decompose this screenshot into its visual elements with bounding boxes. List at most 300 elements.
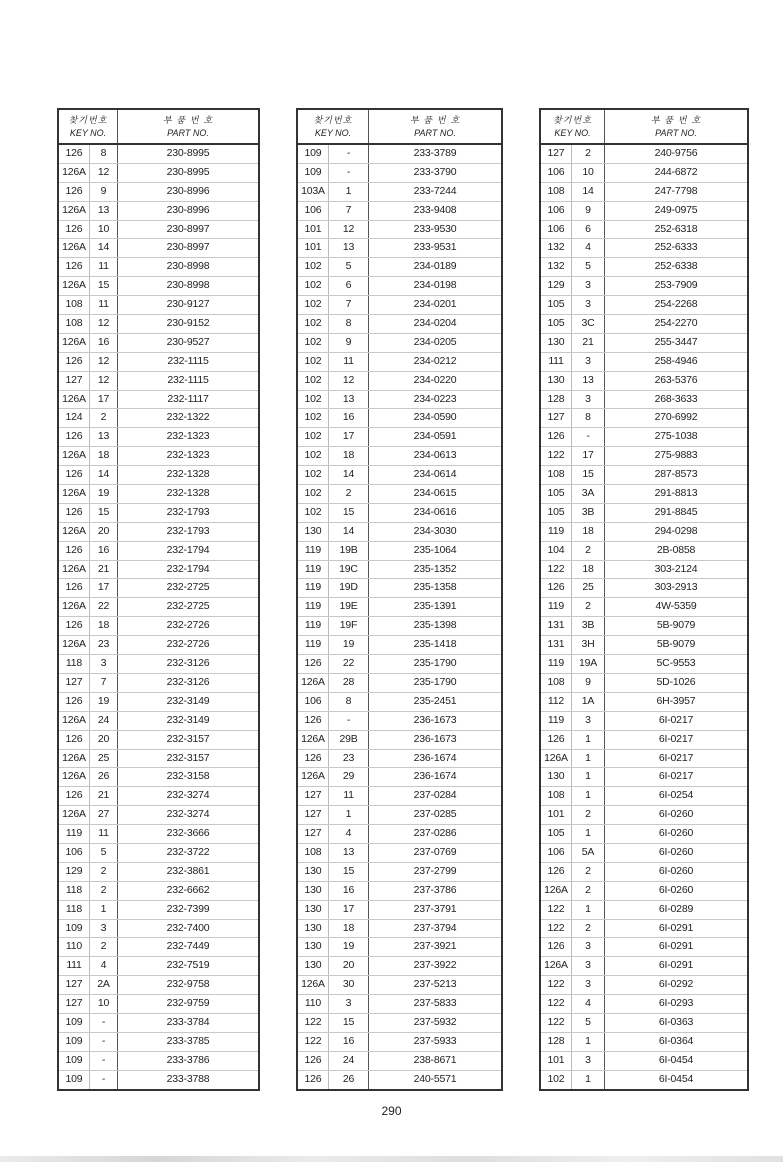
figure-number: 122 <box>547 1015 565 1028</box>
key-cell <box>298 485 369 503</box>
table-row <box>59 277 258 296</box>
item-number: 9 <box>328 334 368 352</box>
item-number: - <box>89 1052 117 1070</box>
part-number: 232-3126 <box>166 657 210 670</box>
part-number: 232-3666 <box>166 827 210 840</box>
key-cell <box>541 598 605 616</box>
figure-number: 111 <box>66 959 82 972</box>
key-cell <box>59 579 118 597</box>
parts-table-3 <box>539 108 749 1091</box>
key-header-ko: 찾기번호 <box>313 115 353 126</box>
figure-number: 127 <box>304 789 322 802</box>
part-number: 234-0614 <box>413 468 457 481</box>
table-row <box>541 202 747 221</box>
part-number: 232-7400 <box>166 921 210 934</box>
key-header-ko: 찾기번호 <box>68 115 108 126</box>
key-cell <box>59 882 118 900</box>
part-number: 232-2725 <box>166 581 210 594</box>
item-number: 14 <box>571 183 604 201</box>
part-number: 230-8996 <box>166 203 210 216</box>
table-row <box>541 1014 747 1033</box>
key-cell <box>59 296 118 314</box>
figure-number: 126A <box>62 751 86 764</box>
figure-number: 122 <box>547 449 565 462</box>
figure-number: 101 <box>547 808 565 821</box>
figure-number: 106 <box>304 203 322 216</box>
key-cell <box>59 258 118 276</box>
table-row <box>541 693 747 712</box>
figure-number: 110 <box>65 940 83 953</box>
table-row <box>298 164 501 183</box>
item-number: 12 <box>328 221 368 239</box>
part-number: 2B-0858 <box>656 543 696 556</box>
item-number: 19F <box>328 617 368 635</box>
item-number: 18 <box>89 447 117 465</box>
part-header <box>118 110 258 143</box>
item-number: 16 <box>328 409 368 427</box>
table-row <box>298 485 501 504</box>
table-row <box>541 920 747 939</box>
item-number: 27 <box>89 806 117 824</box>
table-row <box>541 655 747 674</box>
item-number: 1 <box>89 901 117 919</box>
key-header <box>298 110 369 143</box>
part-number: 234-0204 <box>413 317 457 330</box>
table-row <box>541 485 747 504</box>
table-row <box>541 277 747 296</box>
table-row <box>59 901 258 920</box>
part-number: 237-3921 <box>413 940 457 953</box>
key-cell <box>541 731 605 749</box>
item-number: 19 <box>89 693 117 711</box>
item-number: 4 <box>571 995 604 1013</box>
item-number: 21 <box>571 334 604 352</box>
key-cell <box>298 825 369 843</box>
key-cell <box>298 768 369 786</box>
figure-number: 118 <box>65 883 83 896</box>
key-cell <box>298 1071 369 1089</box>
table-row <box>59 447 258 466</box>
key-cell <box>298 164 369 182</box>
figure-number: 108 <box>547 468 565 481</box>
figure-number: 102 <box>304 449 322 462</box>
item-number: 3B <box>571 617 604 635</box>
item-number: 8 <box>328 693 368 711</box>
table-row <box>541 731 747 750</box>
part-number: 232-1793 <box>166 524 210 537</box>
part-number: 237-3786 <box>413 883 457 896</box>
key-cell <box>59 844 118 862</box>
table-row <box>541 409 747 428</box>
item-number: 19 <box>328 636 368 654</box>
figure-number: 126A <box>544 959 568 972</box>
item-number: 23 <box>328 750 368 768</box>
key-cell <box>298 636 369 654</box>
part-number: 6I-0291 <box>658 921 694 934</box>
part-number: 237-0286 <box>413 827 457 840</box>
key-cell <box>541 391 605 409</box>
table-row <box>298 561 501 580</box>
part-number: 233-3789 <box>413 147 457 159</box>
item-number: 13 <box>89 202 117 220</box>
table-row <box>298 277 501 296</box>
figure-number: 119 <box>547 713 565 726</box>
figure-number: 130 <box>304 902 322 915</box>
figure-number: 130 <box>304 940 322 953</box>
figure-number: 102 <box>547 1072 565 1085</box>
item-number: - <box>328 164 368 182</box>
figure-number: 127 <box>65 997 83 1010</box>
key-header <box>541 110 605 143</box>
figure-number: 105 <box>547 317 565 330</box>
item-number: 5A <box>571 844 604 862</box>
item-number: 3 <box>571 712 604 730</box>
figure-number: 131 <box>547 619 565 632</box>
key-cell <box>59 391 118 409</box>
key-cell <box>541 145 605 163</box>
key-cell <box>59 731 118 749</box>
part-number: 244-6872 <box>654 165 698 178</box>
item-number: - <box>571 428 604 446</box>
key-cell <box>541 806 605 824</box>
key-cell <box>59 957 118 975</box>
table-row <box>541 542 747 561</box>
figure-number: 130 <box>304 883 322 896</box>
key-cell <box>298 239 369 257</box>
figure-number: 127 <box>65 373 83 386</box>
item-number: 10 <box>571 164 604 182</box>
figure-number: 104 <box>547 543 565 556</box>
item-number: 15 <box>328 1014 368 1032</box>
key-cell <box>59 334 118 352</box>
key-cell <box>541 1033 605 1051</box>
figure-number: 122 <box>547 921 565 934</box>
key-cell <box>541 693 605 711</box>
part-number: 233-3788 <box>166 1072 210 1085</box>
part-number: 233-9530 <box>413 222 457 235</box>
part-number: 6I-0291 <box>658 959 694 972</box>
table-row <box>298 428 501 447</box>
key-cell <box>298 938 369 956</box>
key-cell <box>298 693 369 711</box>
key-cell <box>59 768 118 786</box>
part-number: 232-1328 <box>166 468 210 481</box>
table-row <box>298 145 501 164</box>
item-number: 13 <box>571 372 604 390</box>
item-number: 10 <box>89 995 117 1013</box>
table-row <box>59 844 258 863</box>
figure-number: 109 <box>65 1072 83 1085</box>
key-cell <box>541 901 605 919</box>
parts-table-1 <box>57 108 260 1091</box>
figure-number: 122 <box>304 1015 322 1028</box>
key-cell <box>59 712 118 730</box>
item-number: 2 <box>571 145 604 163</box>
parts-table-2 <box>296 108 503 1091</box>
key-cell <box>59 164 118 182</box>
key-cell <box>541 844 605 862</box>
key-cell <box>541 202 605 220</box>
item-number: 2A <box>89 976 117 994</box>
figure-number: 102 <box>304 373 322 386</box>
table-row <box>59 617 258 636</box>
item-number: 11 <box>328 353 368 371</box>
figure-number: 126 <box>547 940 565 953</box>
scan-edge <box>0 1156 783 1162</box>
item-number: - <box>328 145 368 163</box>
figure-number: 101 <box>304 241 322 254</box>
item-number: 6 <box>571 221 604 239</box>
part-number: 254-2270 <box>654 317 698 330</box>
part-number: 233-3790 <box>413 165 457 178</box>
part-number: 234-0198 <box>413 279 457 292</box>
key-cell <box>59 995 118 1013</box>
key-cell <box>59 693 118 711</box>
table-row <box>298 315 501 334</box>
key-cell <box>541 712 605 730</box>
table-row <box>541 863 747 882</box>
part-number: 6I-0260 <box>658 845 694 858</box>
part-number: 232-9758 <box>166 978 210 991</box>
key-cell <box>59 806 118 824</box>
part-number: 232-6662 <box>166 883 210 896</box>
part-number: 6I-0217 <box>658 751 694 764</box>
part-number: 275-9883 <box>654 449 698 462</box>
item-number: 13 <box>328 239 368 257</box>
key-cell <box>59 1052 118 1070</box>
part-number: 235-1358 <box>413 581 457 594</box>
key-cell <box>541 920 605 938</box>
figure-number: 119 <box>304 562 322 575</box>
item-number: 3 <box>571 391 604 409</box>
part-number: 232-3158 <box>166 770 210 783</box>
table-row <box>541 1033 747 1052</box>
key-cell <box>298 598 369 616</box>
figure-number: 108 <box>547 675 565 688</box>
table-row <box>298 1052 501 1071</box>
part-number: 232-7449 <box>166 940 210 953</box>
figure-number: 101 <box>547 1053 565 1066</box>
figure-number: 102 <box>304 279 322 292</box>
part-number: 252-6333 <box>654 241 698 254</box>
key-cell <box>541 485 605 503</box>
figure-number: 124 <box>65 411 83 424</box>
part-number: 232-1323 <box>166 430 210 443</box>
part-number: 232-1117 <box>167 392 209 405</box>
table-row <box>298 920 501 939</box>
key-cell <box>298 372 369 390</box>
item-number: 1 <box>328 183 368 201</box>
table-row <box>59 504 258 523</box>
item-number: 2 <box>89 863 117 881</box>
item-number: 15 <box>328 863 368 881</box>
item-number: 15 <box>328 504 368 522</box>
figure-number: 126 <box>65 222 83 235</box>
part-number: 232-9759 <box>166 997 210 1010</box>
figure-number: 106 <box>547 203 565 216</box>
item-number: 12 <box>328 372 368 390</box>
figure-number: 126 <box>65 694 83 707</box>
key-cell <box>541 768 605 786</box>
part-number: 252-6338 <box>654 260 698 273</box>
item-number: 20 <box>89 523 117 541</box>
part-number: 252-6318 <box>654 222 698 235</box>
table-row <box>298 221 501 240</box>
part-number: 235-1398 <box>413 619 457 632</box>
key-cell <box>298 334 369 352</box>
part-number: 6I-0289 <box>658 902 694 915</box>
item-number: 2 <box>571 863 604 881</box>
part-number: 235-1790 <box>413 675 457 688</box>
key-cell <box>541 315 605 333</box>
item-number: 9 <box>571 202 604 220</box>
key-cell <box>59 447 118 465</box>
key-cell <box>59 466 118 484</box>
figure-number: 127 <box>65 675 83 688</box>
part-number: 5B-9079 <box>656 619 696 632</box>
table-row <box>298 768 501 787</box>
part-number: 291-8813 <box>654 487 698 500</box>
table-row <box>59 636 258 655</box>
table-row <box>298 523 501 542</box>
item-number: 22 <box>89 598 117 616</box>
part-number: 303-2124 <box>654 562 698 575</box>
part-number: 6H-3957 <box>656 694 696 707</box>
item-number: 19B <box>328 542 368 560</box>
figure-number: 126 <box>547 732 565 745</box>
table-row <box>541 882 747 901</box>
part-header-ko: 부 품 번 호 <box>650 115 702 126</box>
figure-number: 118 <box>65 657 83 670</box>
key-cell <box>59 655 118 673</box>
figure-number: 102 <box>304 487 322 500</box>
key-cell <box>541 428 605 446</box>
key-cell <box>298 428 369 446</box>
key-header <box>59 110 118 143</box>
part-number: 234-0615 <box>413 487 457 500</box>
table-row <box>541 636 747 655</box>
part-number: 230-9127 <box>166 298 210 311</box>
item-number: 1 <box>571 1071 604 1089</box>
item-number: 4 <box>571 239 604 257</box>
figure-number: 126 <box>65 468 83 481</box>
key-cell <box>59 353 118 371</box>
table-row <box>541 712 747 731</box>
part-number: 235-1418 <box>413 638 457 651</box>
figure-number: 109 <box>65 1034 83 1047</box>
table-row <box>298 712 501 731</box>
figure-number: 126 <box>65 505 83 518</box>
figure-number: 106 <box>547 845 565 858</box>
part-number: 234-0590 <box>413 411 457 424</box>
table-row <box>59 466 258 485</box>
key-cell <box>298 655 369 673</box>
figure-number: 102 <box>304 260 322 273</box>
figure-number: 126A <box>544 883 568 896</box>
part-number: 247-7798 <box>654 184 698 197</box>
key-cell <box>541 882 605 900</box>
figure-number: 126A <box>62 487 86 500</box>
figure-number: 122 <box>547 562 565 575</box>
table-row <box>59 1033 258 1052</box>
item-number: 25 <box>89 750 117 768</box>
figure-number: 102 <box>304 298 322 311</box>
figure-number: 109 <box>304 147 322 159</box>
part-number: 6I-0260 <box>658 808 694 821</box>
key-cell <box>298 1014 369 1032</box>
part-number: 237-2799 <box>413 864 457 877</box>
key-cell <box>59 1014 118 1032</box>
part-number: 235-1391 <box>413 600 457 613</box>
key-cell <box>541 296 605 314</box>
key-cell <box>59 202 118 220</box>
part-number: 254-2268 <box>654 298 698 311</box>
table-row <box>298 863 501 882</box>
part-number: 233-7244 <box>413 184 457 197</box>
figure-number: 130 <box>304 524 322 537</box>
figure-number: 102 <box>304 392 322 405</box>
item-number: 26 <box>89 768 117 786</box>
key-cell <box>541 221 605 239</box>
part-number: 287-8573 <box>654 468 698 481</box>
key-cell <box>59 863 118 881</box>
item-number: 3B <box>571 504 604 522</box>
table-header <box>541 110 747 145</box>
part-number: 232-7519 <box>166 959 210 972</box>
part-number: 237-3794 <box>413 921 457 934</box>
figure-number: 126A <box>301 675 325 688</box>
table-row <box>541 221 747 240</box>
figure-number: 126 <box>65 184 83 197</box>
table-row <box>298 617 501 636</box>
key-cell <box>541 409 605 427</box>
table-row <box>298 693 501 712</box>
item-number: 19A <box>571 655 604 673</box>
figure-number: 130 <box>547 373 565 386</box>
item-number: 3 <box>328 995 368 1013</box>
part-number: 234-0591 <box>413 430 457 443</box>
part-number: 6I-0292 <box>658 978 694 991</box>
table-row <box>298 901 501 920</box>
table-row <box>541 258 747 277</box>
item-number: 17 <box>571 447 604 465</box>
table-row <box>59 258 258 277</box>
table-row <box>59 561 258 580</box>
table-row <box>298 296 501 315</box>
key-cell <box>59 787 118 805</box>
figure-number: 119 <box>304 600 322 613</box>
table-row <box>59 372 258 391</box>
table-row <box>59 750 258 769</box>
figure-number: 127 <box>65 978 83 991</box>
item-number: 26 <box>328 1071 368 1089</box>
table-row <box>298 1071 501 1089</box>
figure-number: 122 <box>304 1034 322 1047</box>
figure-number: 111 <box>548 354 564 367</box>
table-row <box>298 334 501 353</box>
part-number: 238-8671 <box>413 1053 457 1066</box>
table-row <box>59 523 258 542</box>
key-cell <box>298 296 369 314</box>
key-cell <box>59 825 118 843</box>
figure-number: 126 <box>65 732 83 745</box>
table-row <box>59 542 258 561</box>
part-number: 235-1064 <box>413 543 457 556</box>
table-row <box>298 957 501 976</box>
item-number: 8 <box>571 409 604 427</box>
table-row <box>59 920 258 939</box>
part-number: 232-1794 <box>166 562 210 575</box>
